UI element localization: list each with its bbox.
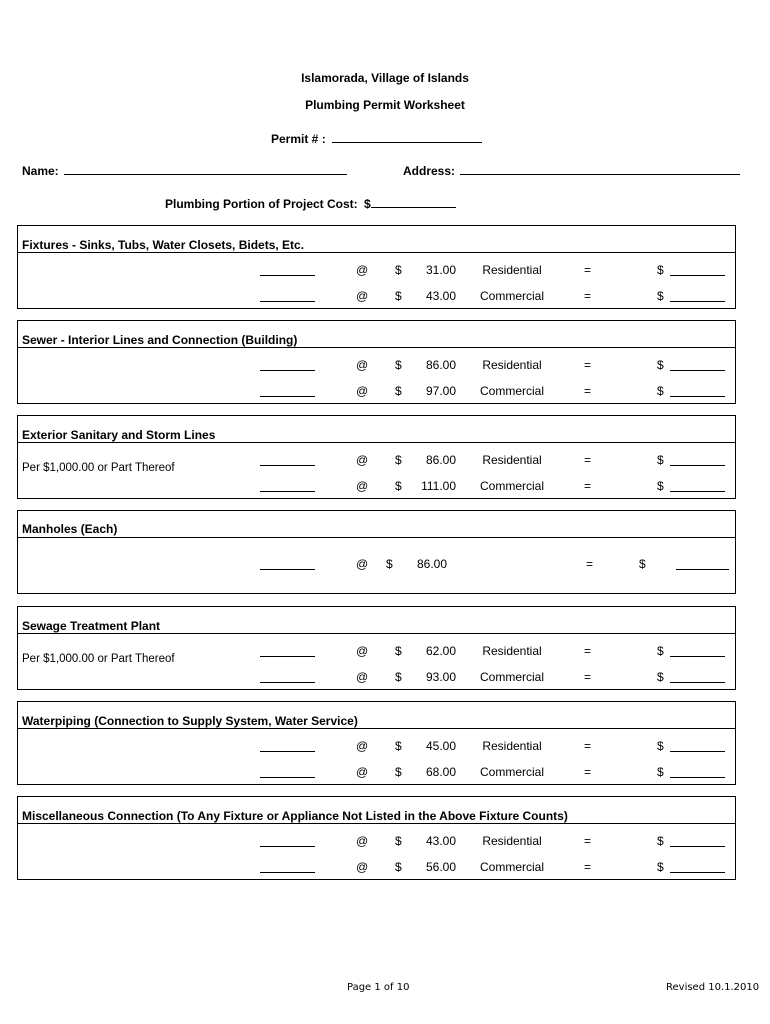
quantity-field[interactable] bbox=[260, 453, 315, 466]
revised-date: Revised 10.1.2010 bbox=[666, 982, 760, 993]
fee-row-misc-commercial bbox=[0, 860, 770, 878]
at-sign: @ bbox=[356, 860, 369, 874]
equals-sign: = bbox=[584, 860, 592, 874]
fee-row-fixtures-commercial bbox=[0, 289, 770, 307]
section-title: Fixtures - Sinks, Tubs, Water Closets, Bidets, Etc. bbox=[22, 238, 305, 252]
equals-sign: = bbox=[584, 644, 592, 658]
at-sign: @ bbox=[356, 739, 369, 753]
fee-amount: 68.00 bbox=[425, 765, 456, 779]
equals-sign: = bbox=[586, 557, 594, 571]
total-field[interactable] bbox=[670, 644, 725, 657]
dollar-sign: $ bbox=[395, 384, 402, 398]
total-dollar-sign: $ bbox=[657, 765, 664, 779]
worksheet-title: Plumbing Permit Worksheet bbox=[305, 98, 465, 112]
total-field[interactable] bbox=[670, 739, 725, 752]
permit-label: Permit # : bbox=[271, 132, 326, 146]
at-sign: @ bbox=[356, 557, 369, 571]
quantity-field[interactable] bbox=[260, 384, 315, 397]
total-field[interactable] bbox=[670, 765, 725, 778]
at-sign: @ bbox=[356, 765, 369, 779]
fee-amount: 43.00 bbox=[425, 834, 456, 848]
dollar-sign: $ bbox=[395, 765, 402, 779]
divider bbox=[17, 442, 736, 443]
fee-amount: 43.00 bbox=[425, 289, 456, 303]
org-name: Islamorada, Village of Islands bbox=[301, 71, 469, 85]
section-title: Waterpiping (Connection to Supply System, Water Service) bbox=[22, 714, 358, 728]
fee-amount: 97.00 bbox=[425, 384, 456, 398]
at-sign: @ bbox=[356, 644, 369, 658]
dollar-sign: $ bbox=[386, 557, 393, 571]
address-label: Address: bbox=[403, 164, 456, 178]
fee-row-sewer-residential bbox=[0, 358, 770, 376]
quantity-field[interactable] bbox=[260, 358, 315, 371]
equals-sign: = bbox=[584, 263, 592, 277]
equals-sign: = bbox=[584, 358, 592, 372]
quantity-field[interactable] bbox=[260, 557, 315, 570]
equals-sign: = bbox=[584, 670, 592, 684]
total-field[interactable] bbox=[670, 358, 725, 371]
dollar-sign: $ bbox=[395, 834, 402, 848]
fee-amount: 45.00 bbox=[425, 739, 456, 753]
total-dollar-sign: $ bbox=[657, 479, 664, 493]
fee-amount: 86.00 bbox=[425, 453, 456, 467]
total-dollar-sign: $ bbox=[657, 834, 664, 848]
fee-row-sewer-commercial bbox=[0, 384, 770, 402]
at-sign: @ bbox=[356, 453, 369, 467]
dollar-sign: $ bbox=[395, 263, 402, 277]
fee-amount: 31.00 bbox=[425, 263, 456, 277]
quantity-field[interactable] bbox=[260, 644, 315, 657]
fee-amount: 86.00 bbox=[417, 557, 448, 571]
at-sign: @ bbox=[356, 479, 369, 493]
fee-row-misc-residential bbox=[0, 834, 770, 852]
dollar-sign: $ bbox=[395, 670, 402, 684]
fee-row-fixtures-residential bbox=[0, 263, 770, 281]
fee-type: Residential bbox=[482, 358, 542, 372]
page-number: Page 1 of 10 bbox=[347, 982, 410, 993]
permit-number-line[interactable] bbox=[332, 130, 482, 143]
total-dollar-sign: $ bbox=[657, 384, 664, 398]
fee-type: Residential bbox=[482, 739, 542, 753]
fee-type: Commercial bbox=[479, 289, 544, 303]
quantity-field[interactable] bbox=[260, 765, 315, 778]
equals-sign: = bbox=[584, 453, 592, 467]
name-line[interactable] bbox=[64, 162, 347, 175]
fee-type: Residential bbox=[482, 263, 542, 277]
quantity-field[interactable] bbox=[260, 834, 315, 847]
divider bbox=[17, 347, 736, 348]
project-cost-label: Plumbing Portion of Project Cost: bbox=[165, 197, 358, 211]
fee-amount: 93.00 bbox=[425, 670, 456, 684]
at-sign: @ bbox=[356, 834, 369, 848]
quantity-field[interactable] bbox=[260, 860, 315, 873]
section-title: Sewer - Interior Lines and Connection (Building) bbox=[22, 333, 298, 347]
project-cost-line[interactable] bbox=[371, 195, 456, 208]
total-dollar-sign: $ bbox=[639, 557, 646, 571]
total-dollar-sign: $ bbox=[657, 860, 664, 874]
equals-sign: = bbox=[584, 479, 592, 493]
at-sign: @ bbox=[356, 289, 369, 303]
fee-amount: 56.00 bbox=[425, 860, 456, 874]
total-field[interactable] bbox=[670, 453, 725, 466]
permit-number-field[interactable] bbox=[271, 130, 482, 146]
section-manholes bbox=[17, 510, 736, 594]
quantity-field[interactable] bbox=[260, 289, 315, 302]
section-title: Exterior Sanitary and Storm Lines bbox=[22, 428, 216, 442]
fee-amount: 86.00 bbox=[425, 358, 456, 372]
total-field[interactable] bbox=[670, 289, 725, 302]
fee-row-waterpiping-residential bbox=[0, 739, 770, 757]
total-field[interactable] bbox=[670, 479, 725, 492]
fee-type: Commercial bbox=[479, 765, 544, 779]
quantity-field[interactable] bbox=[260, 739, 315, 752]
dollar-sign: $ bbox=[395, 860, 402, 874]
section-note: Per $1,000.00 or Part Thereof bbox=[22, 653, 175, 665]
fee-row-manholes bbox=[0, 557, 770, 575]
quantity-field[interactable] bbox=[260, 479, 315, 492]
dollar-sign: $ bbox=[395, 644, 402, 658]
dollar-sign: $ bbox=[395, 289, 402, 303]
quantity-field[interactable] bbox=[260, 670, 315, 683]
fee-amount: 111.00 bbox=[421, 479, 456, 493]
total-field[interactable] bbox=[670, 834, 725, 847]
dollar-sign: $ bbox=[395, 358, 402, 372]
section-title: Miscellaneous Connection (To Any Fixture or Appliance Not Listed in the Above Fixture Counts) bbox=[22, 809, 568, 823]
total-dollar-sign: $ bbox=[657, 739, 664, 753]
fee-row-exterior-commercial bbox=[0, 479, 770, 497]
equals-sign: = bbox=[584, 739, 592, 753]
fee-type: Commercial bbox=[479, 670, 544, 684]
section-title: Sewage Treatment Plant bbox=[22, 619, 161, 633]
fee-type: Residential bbox=[482, 834, 542, 848]
fee-type: Residential bbox=[482, 644, 542, 658]
equals-sign: = bbox=[584, 384, 592, 398]
total-field[interactable] bbox=[670, 263, 725, 276]
dollar-sign: $ bbox=[395, 479, 402, 493]
at-sign: @ bbox=[356, 384, 369, 398]
address-line[interactable] bbox=[460, 162, 740, 175]
fee-row-exterior-residential bbox=[0, 453, 770, 471]
divider bbox=[17, 252, 736, 253]
total-dollar-sign: $ bbox=[657, 263, 664, 277]
divider bbox=[17, 728, 736, 729]
fee-row-waterpiping-commercial bbox=[0, 765, 770, 783]
total-dollar-sign: $ bbox=[657, 670, 664, 684]
divider bbox=[17, 633, 736, 634]
at-sign: @ bbox=[356, 358, 369, 372]
at-sign: @ bbox=[356, 670, 369, 684]
fee-type: Commercial bbox=[479, 384, 544, 398]
project-cost-dollar: $ bbox=[364, 197, 371, 211]
fee-type: Commercial bbox=[479, 479, 544, 493]
total-dollar-sign: $ bbox=[657, 453, 664, 467]
total-dollar-sign: $ bbox=[657, 644, 664, 658]
dollar-sign: $ bbox=[395, 739, 402, 753]
fee-type: Commercial bbox=[479, 860, 544, 874]
section-title: Manholes (Each) bbox=[22, 522, 118, 536]
fee-amount: 62.00 bbox=[425, 644, 456, 658]
dollar-sign: $ bbox=[395, 453, 402, 467]
total-dollar-sign: $ bbox=[657, 358, 664, 372]
total-field[interactable] bbox=[670, 860, 725, 873]
total-field[interactable] bbox=[670, 670, 725, 683]
address-field[interactable] bbox=[403, 162, 740, 178]
total-field[interactable] bbox=[670, 384, 725, 397]
name-field[interactable] bbox=[22, 162, 347, 178]
total-dollar-sign: $ bbox=[657, 289, 664, 303]
equals-sign: = bbox=[584, 834, 592, 848]
section-note: Per $1,000.00 or Part Thereof bbox=[22, 462, 175, 474]
total-field[interactable] bbox=[676, 557, 729, 570]
project-cost-field[interactable] bbox=[165, 195, 456, 211]
fee-type: Residential bbox=[482, 453, 542, 467]
fee-row-sewage-residential bbox=[0, 644, 770, 662]
divider bbox=[17, 823, 736, 824]
name-label: Name: bbox=[22, 164, 59, 178]
divider bbox=[17, 537, 736, 538]
quantity-field[interactable] bbox=[260, 263, 315, 276]
equals-sign: = bbox=[584, 289, 592, 303]
at-sign: @ bbox=[356, 263, 369, 277]
fee-row-sewage-commercial bbox=[0, 670, 770, 688]
equals-sign: = bbox=[584, 765, 592, 779]
